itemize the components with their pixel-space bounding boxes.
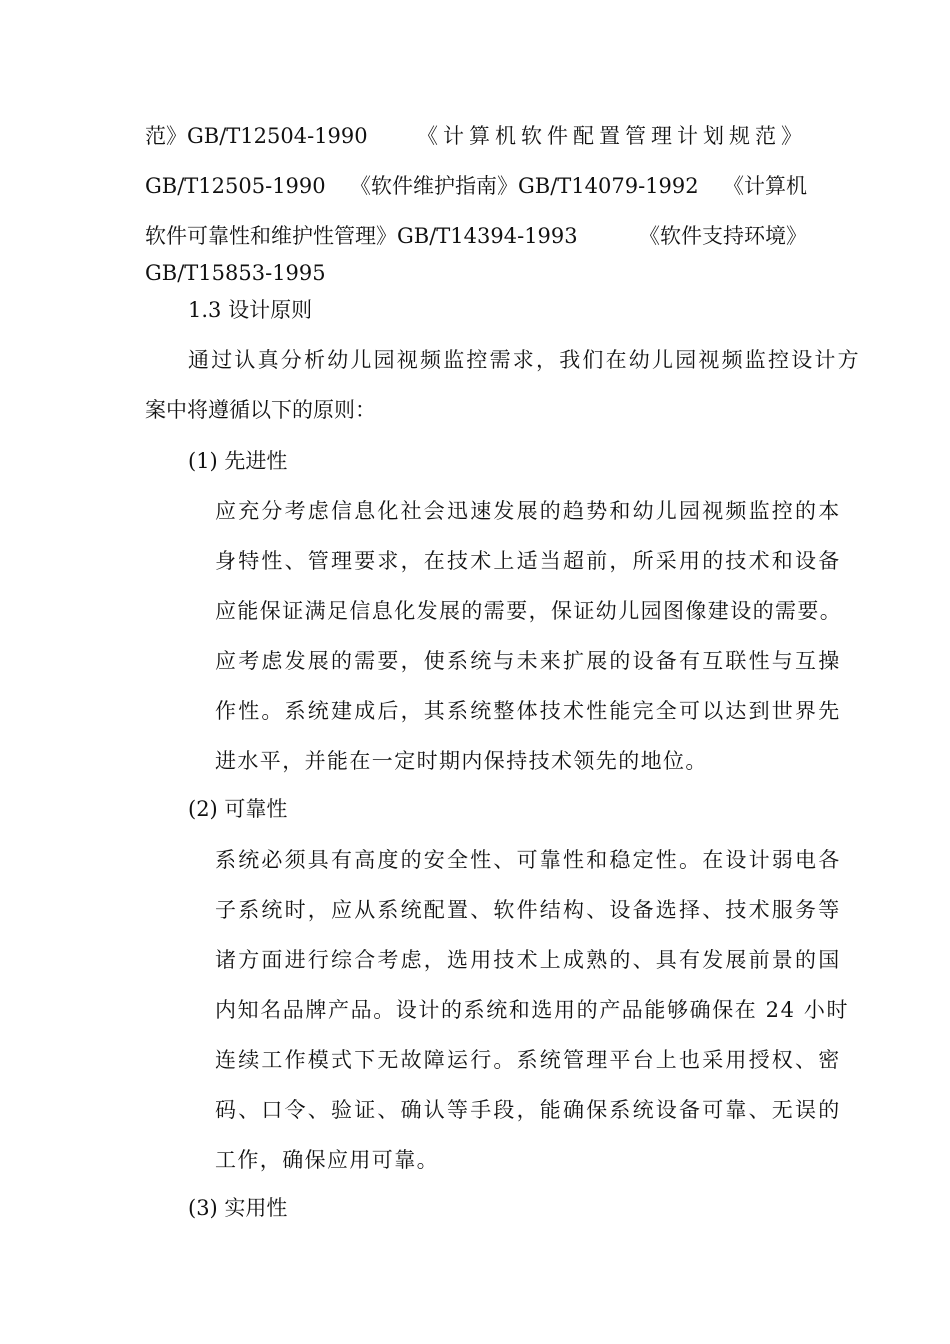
principle-body-line: 应能保证满足信息化发展的需要，保证幼儿园图像建设的需要。 [215,599,843,623]
principle-body-line: 应考虑发展的需要，使系统与未来扩展的设备有互联性与互操 [215,649,842,673]
intro-paragraph-line: 通过认真分析幼儿园视频监控需求，我们在幼儿园视频监控设计方 [188,348,861,372]
section-heading: 1.3 设计原则 [188,298,313,322]
principle-title: (1) 先进性 [188,449,288,473]
reference-text: 《计算机 [723,174,807,198]
principle-title: (2) 可靠性 [188,797,288,821]
principle-body-line: 码、口令、验证、确认等手段，能确保系统设备可靠、无误的 [215,1098,842,1122]
principle-body-line: 应充分考虑信息化社会迅速发展的趋势和幼儿园视频监控的本 [215,499,842,523]
principle-body-line: 身特性、管理要求，在技术上适当超前，所采用的技术和设备 [215,549,842,573]
reference-text: 《软件维护指南》GB/T14079-1992 [350,174,699,198]
principle-body-line: 连续工作模式下无故障运行。系统管理平台上也采用授权、密 [215,1048,842,1072]
reference-text: 《软件支持环境》 [639,224,807,248]
reference-text: 范》GB/T12504-1990 [145,124,368,148]
principle-body-line: 工作，确保应用可靠。 [215,1148,439,1172]
principle-title: (3) 实用性 [188,1196,288,1220]
reference-text: GB/T12505-1990 [145,174,326,198]
reference-line-4 [145,260,807,286]
principle-body-line: 系统必须具有高度的安全性、可靠性和稳定性。在设计弱电各 [215,848,842,872]
reference-text: GB/T15853-1995 [145,261,326,285]
principle-body-line: 内知名品牌产品。设计的系统和选用的产品能够确保在 24 小时 [215,998,850,1022]
reference-text: 《计算机软件配置管理计划规范》 [417,124,807,148]
intro-paragraph-line: 案中将遵循以下的原则： [145,398,376,422]
reference-line-2 [145,173,807,199]
reference-text: 软件可靠性和维护性管理》GB/T14394-1993 [145,224,578,248]
principle-body-line: 进水平，并能在一定时期内保持技术领先的地位。 [215,749,708,773]
reference-line-3 [145,223,807,249]
principle-body-line: 诸方面进行综合考虑，选用技术上成熟的、具有发展前景的国 [215,948,842,972]
principle-body-line: 作性。系统建成后，其系统整体技术性能完全可以达到世界先 [215,699,842,723]
reference-line-1 [145,123,807,149]
principle-body-line: 子系统时，应从系统配置、软件结构、设备选择、技术服务等 [215,898,842,922]
